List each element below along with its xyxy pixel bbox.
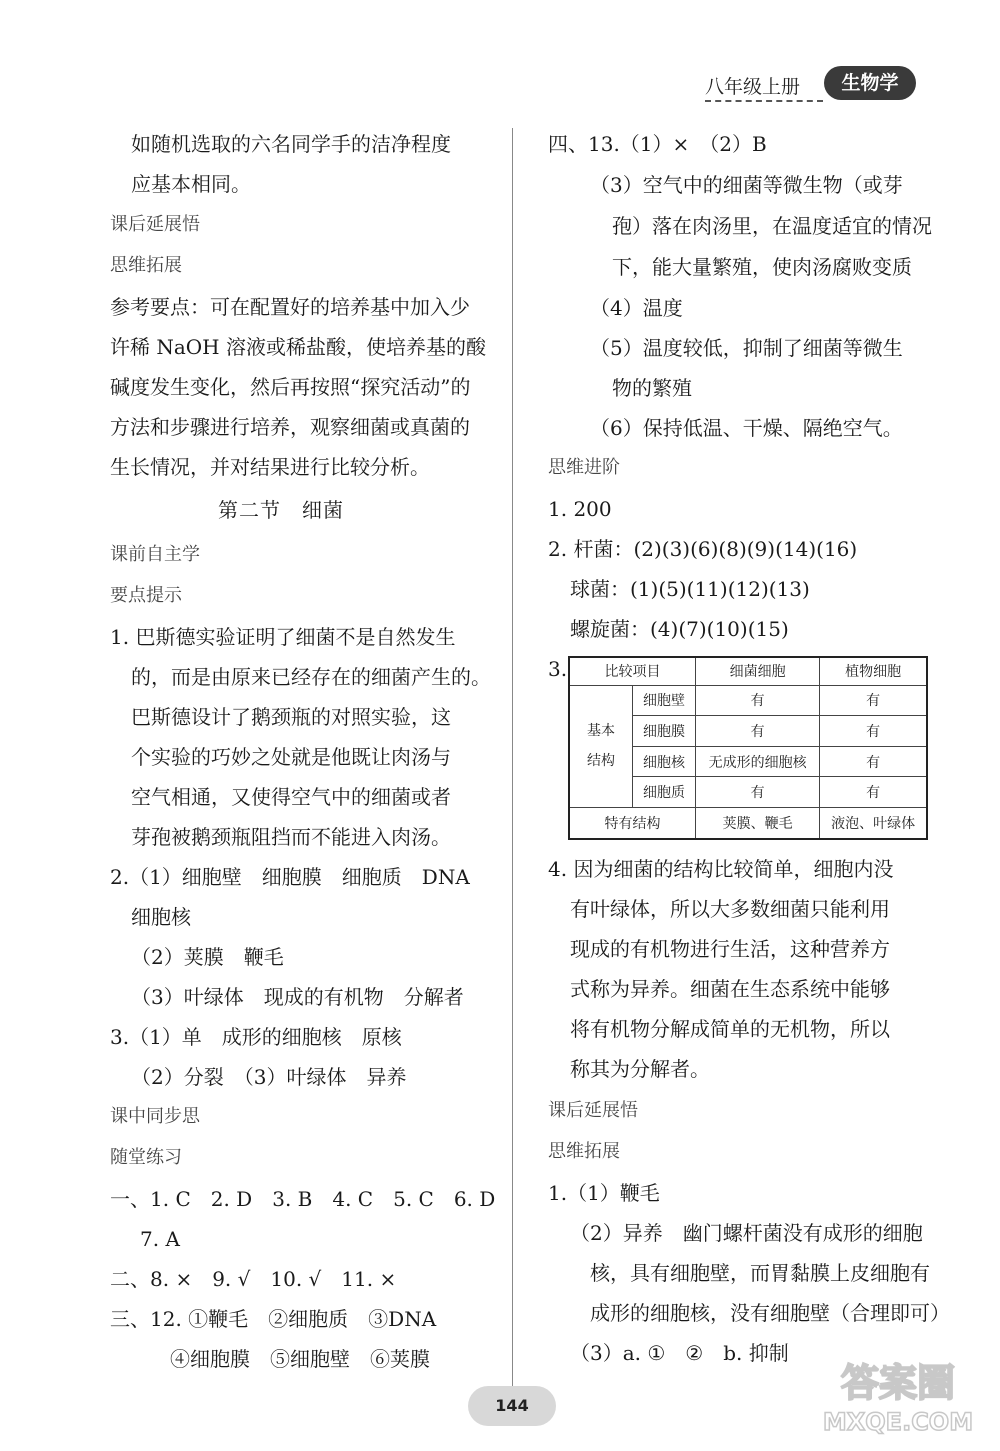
section-heading: 思维拓展 [110,255,182,276]
text-line: 有叶绿体，所以大多数细菌只能利用 [570,897,890,921]
watermark-en: MXQE.COM [822,1408,974,1436]
section-heading: 要点提示 [110,585,182,606]
text-line: 生长情况，并对结果进行比较分析。 [110,455,430,479]
text-line: ④细胞膜 ⑤细胞壁 ⑥荚膜 [170,1347,430,1371]
text-line: 空气相通，又使得空气中的细菌或者 [131,785,451,809]
text-line: 一、1. C 2. D 3. B 4. C 5. C 6. D [110,1187,496,1211]
text-line: 现成的有机物进行生活，这种营养方 [570,937,890,961]
text-line: 细胞核 [131,905,191,929]
text-line: （2）分裂 （3）叶绿体 异养 [131,1065,407,1089]
text-line: 参考要点：可在配置好的培养基中加入少 [110,295,470,319]
text-line: 球菌：(1)(5)(11)(12)(13) [570,577,810,601]
text-line: 个实验的巧妙之处就是他既让肉汤与 [131,745,451,769]
text-line: 4. 因为细菌的结构比较简单，细胞内没 [548,857,894,881]
watermark-cn: 答案圈 [840,1361,956,1405]
table-group-label: 基本 结构 [569,685,633,808]
section-heading: 课后延展悟 [110,214,200,235]
page-number: 144 [468,1386,556,1426]
table-cell: 特有结构 [569,808,696,839]
text-line: （2）异养 幽门螺杆菌没有成形的细胞 [570,1221,923,1245]
text-line: 的，而是由原来已经存在的细菌产生的。 [131,665,491,689]
text-line: 方法和步骤进行培养，观察细菌或真菌的 [110,415,470,439]
table-cell: 有 [820,716,927,747]
text-line: 如随机选取的六名同学手的洁净程度 [131,132,451,156]
table-cell: 细胞膜 [633,716,696,747]
text-line: 物的繁殖 [612,376,692,400]
table-cell: 荚膜、鞭毛 [696,808,820,839]
text-line: 2.（1）细胞壁 细胞膜 细胞质 DNA [110,865,470,889]
section-heading: 课中同步思 [110,1106,200,1127]
text-line: 1. 200 [548,497,612,521]
text-line: 7. A [140,1227,180,1251]
text-line: 式称为异养。细菌在生态系统中能够 [570,977,890,1001]
text-line: （3）空气中的细菌等微生物（或芽 [590,173,903,197]
text-line: 二、8. × 9. √ 10. √ 11. × [110,1267,397,1291]
text-line: 3.（1）单 成形的细胞核 原核 [110,1025,402,1049]
text-line: 巴斯德设计了鹅颈瓶的对照实验，这 [131,705,451,729]
table-cell: 液泡、叶绿体 [820,808,927,839]
text-line: 孢）落在肉汤里，在温度适宜的情况 [612,214,932,238]
table-cell: 有 [696,685,820,716]
text-line: 2. 杆菌：(2)(3)(6)(8)(9)(14)(16) [548,537,858,561]
text-line: （3）叶绿体 现成的有机物 分解者 [131,985,464,1009]
section-heading: 思维拓展 [548,1141,620,1162]
header-underline [705,100,823,102]
section-heading: 课前自主学 [110,544,200,565]
table-cell: 有 [696,777,820,808]
text-line: 四、13.（1）× （2）B [548,132,767,156]
text-line: 芽孢被鹅颈瓶阻挡而不能进入肉汤。 [131,825,451,849]
comparison-table [568,656,928,840]
text-line: 核，具有细胞壁，而胃黏膜上皮细胞有 [590,1261,930,1285]
text-line: 成形的细胞核，没有细胞壁（合理即可） [590,1301,950,1325]
section-heading: 随堂练习 [110,1147,182,1168]
table-cell: 细胞壁 [633,685,696,716]
text-line: （3）a. ① ② b. 抑制 [570,1341,789,1365]
text-line: 三、12. ①鞭毛 ②细胞质 ③DNA [110,1307,437,1331]
text-line: （5）温度较低，抑制了细菌等微生 [590,336,903,360]
table-header: 植物细胞 [820,657,927,685]
table-cell: 有 [820,685,927,716]
text-line: （6）保持低温、干燥、隔绝空气。 [590,416,903,440]
watermark-logo [808,1348,988,1438]
text-line: 碱度发生变化，然后再按照“探究活动”的 [110,375,471,399]
text-line: 将有机物分解成简单的无机物，所以 [570,1017,890,1041]
table-cell: 无成形的细胞核 [696,746,820,777]
table-cell: 有 [820,746,927,777]
table-header: 比较项目 [569,657,696,685]
table-cell: 有 [696,716,820,747]
grade-label: 八年级上册 [705,76,801,98]
text-line: 1.（1）鞭毛 [548,1181,660,1205]
table-cell: 有 [820,777,927,808]
table-cell: 细胞核 [633,746,696,777]
text-line: （2）荚膜 鞭毛 [131,945,284,969]
text-line: 应基本相同。 [131,172,251,196]
section-title: 第二节 细菌 [218,498,344,522]
text-line: 下，能大量繁殖，使肉汤腐败变质 [612,255,912,279]
text-line: 1. 巴斯德实验证明了细菌不是自然发生 [110,625,456,649]
subject-badge: 生物学 [824,66,916,100]
text-line: 3. [548,657,568,681]
text-line: 许稀 NaOH 溶液或稀盐酸，使培养基的酸 [110,335,486,359]
table-cell: 细胞质 [633,777,696,808]
table-header: 细菌细胞 [696,657,820,685]
text-line: （4）温度 [590,296,683,320]
section-heading: 思维进阶 [548,457,620,478]
text-line: 称其为分解者。 [570,1057,710,1081]
text-line: 螺旋菌：(4)(7)(10)(15) [570,617,789,641]
section-heading: 课后延展悟 [548,1100,638,1121]
column-divider [512,128,513,1398]
